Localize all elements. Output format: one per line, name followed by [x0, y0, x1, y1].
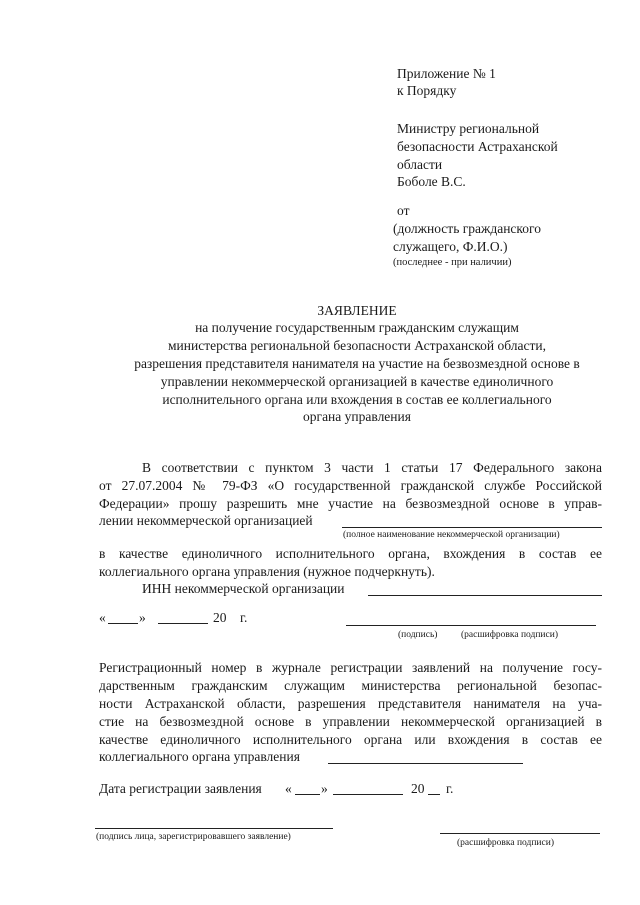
registration-line: Регистрационный номер в журнале регистрации заявлений на получение госу-: [99, 660, 602, 675]
registrar-signature-hint: (подпись лица, зарегистрировавшего заявление): [96, 832, 291, 842]
reg-date-open-quote: «: [285, 781, 292, 796]
addressee-line-3: области: [397, 157, 443, 172]
title-line: органа управления: [303, 409, 411, 424]
signature-hint: (подпись): [398, 630, 438, 640]
title-line: исполнительного органа или вхождения в состав ее коллегиального: [162, 392, 552, 407]
registration-line: коллегиального органа управления: [99, 749, 300, 764]
position-note: (последнее - при наличии): [393, 257, 512, 268]
registration-line: качестве единоличного исполнительного органа или вхождения в состав ее: [99, 732, 602, 747]
registration-date-label: Дата регистрации заявления: [99, 781, 262, 796]
registration-line: дарственным гражданским служащим министерства региональной безопас-: [99, 678, 602, 693]
date-close-quote: »: [139, 610, 146, 625]
from-label: от: [397, 203, 410, 218]
reg-month-field[interactable]: [333, 794, 403, 795]
title-line: разрешения представителя нанимателя на участие на безвозмездной основе в: [134, 356, 580, 371]
position-hint-1: (должность гражданского: [393, 221, 541, 236]
reg-year-field[interactable]: [428, 794, 440, 795]
addressee-line-1: Министру региональной: [397, 121, 540, 136]
appendix-label: Приложение № 1: [397, 66, 496, 81]
day-field[interactable]: [108, 623, 138, 624]
registrar-decode-field[interactable]: [440, 833, 600, 834]
inn-label: ИНН некоммерческой организации: [142, 581, 345, 596]
registrar-decode-hint: (расшифровка подписи): [457, 838, 554, 848]
year-suffix: г.: [240, 610, 248, 625]
inn-field[interactable]: [368, 595, 602, 596]
body-line: от 27.07.2004 № 79-ФЗ «О государственной гражданской службе Российской: [99, 478, 602, 493]
reg-day-field[interactable]: [295, 794, 320, 795]
date-open-quote: «: [99, 610, 106, 625]
signature-decode-hint: (расшифровка подписи): [461, 630, 558, 640]
addressee-line-4: Боболе В.С.: [397, 174, 466, 189]
registration-line: ности Астраханской области, разрешения представителя нанимателя на уча-: [99, 696, 602, 711]
body-line: В соответствии с пунктом 3 части 1 статьи 17 Федерального закона: [142, 460, 602, 475]
title-line: министерства региональной безопасности Астраханской области,: [168, 338, 546, 353]
title-line: управлении некоммерческой организацией в качестве единоличного: [160, 374, 554, 389]
signature-field[interactable]: [346, 625, 596, 626]
order-label: к Порядку: [397, 83, 457, 98]
reg-year-suffix: г.: [446, 781, 454, 796]
year-label: 20: [213, 610, 227, 625]
registration-line: стие на безвозмездной основе в управлении некоммерческой организацией в: [99, 714, 602, 729]
org-name-hint: (полное наименование некоммерческой организации): [343, 530, 560, 540]
body-line: в качестве единоличного исполнительного органа, вхождения в состав ее: [99, 546, 602, 561]
title-line: на получение государственным гражданским служащим: [195, 320, 519, 335]
month-field[interactable]: [158, 623, 208, 624]
registration-number-field[interactable]: [328, 763, 523, 764]
document-title: ЗАЯВЛЕНИЕ: [317, 303, 397, 318]
position-hint-2: служащего, Ф.И.О.): [393, 239, 508, 254]
registrar-signature-field[interactable]: [95, 828, 333, 829]
body-line: лении некоммерческой организацией: [99, 513, 313, 528]
reg-date-close-quote: »: [321, 781, 328, 796]
addressee-line-2: безопасности Астраханской: [397, 139, 558, 154]
body-line: Федерации» прошу разрешить мне участие на безвозмездной основе в управ-: [99, 496, 602, 511]
org-name-field[interactable]: [342, 527, 602, 528]
reg-year-label: 20: [411, 781, 425, 796]
body-line: коллегиального органа управления (нужное подчеркнуть).: [99, 564, 435, 579]
